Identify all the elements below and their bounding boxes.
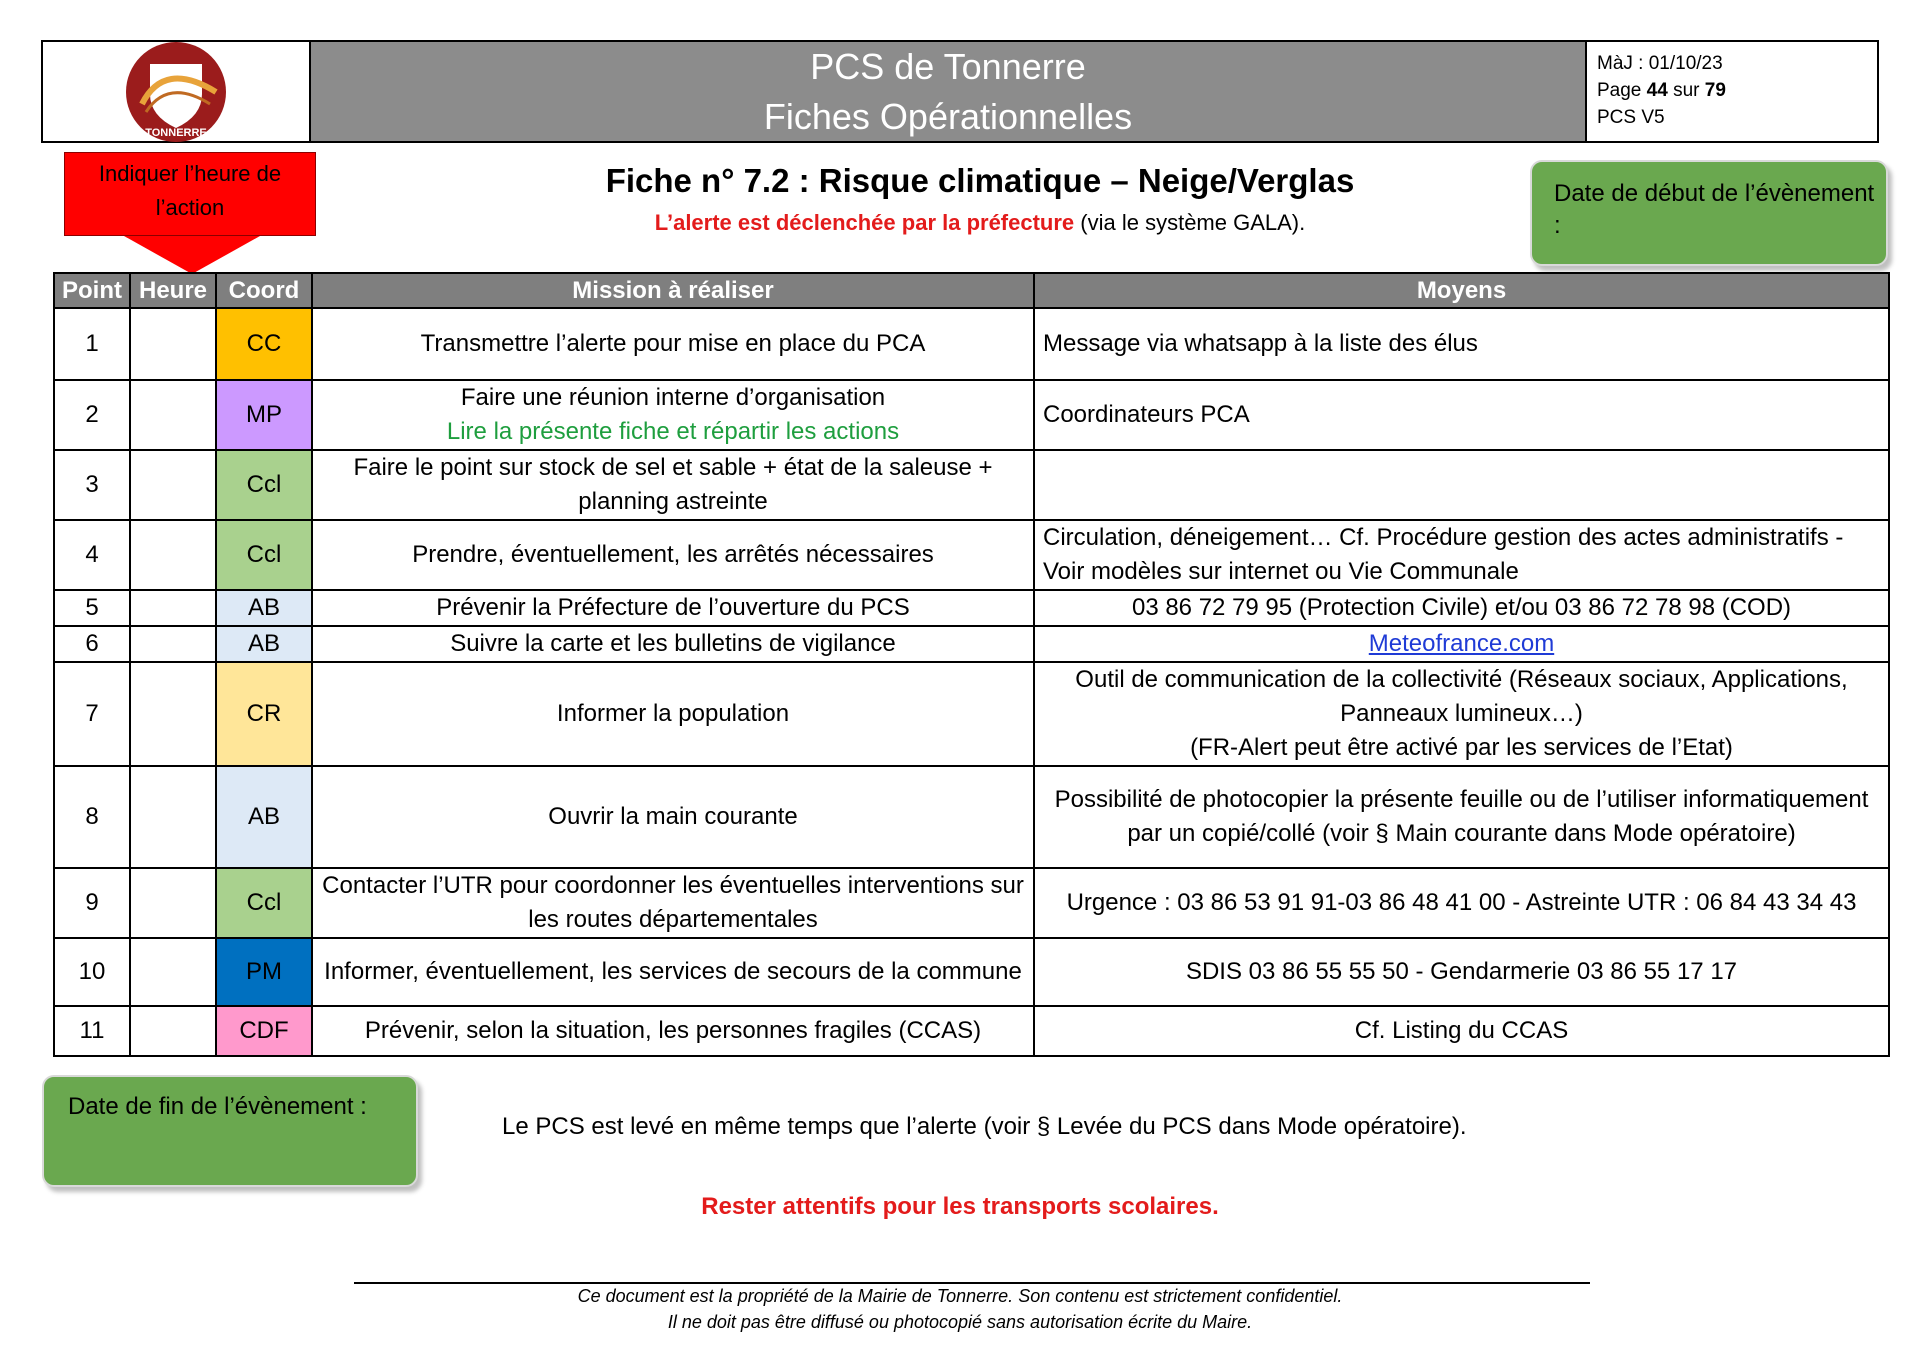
moyens-text-2: (FR-Alert peut être activé par les services de l’Etat)	[1190, 734, 1733, 761]
col-header-moyens: Moyens	[1034, 273, 1889, 308]
page-current: 44	[1646, 80, 1668, 101]
mission-cell: Prévenir la Préfecture de l’ouverture du PCS	[312, 590, 1034, 626]
moyens-cell	[1034, 626, 1889, 662]
point-cell: 1	[54, 308, 130, 380]
header-title-block	[311, 42, 1585, 141]
fiche-title: Fiche n° 7.2 : Risque climatique – Neige/Verglas	[605, 162, 1355, 199]
coord-cell: AB	[216, 590, 312, 626]
header-title-line1: PCS de Tonnerre	[810, 45, 1086, 87]
table-row	[54, 308, 1889, 380]
heure-cell[interactable]	[130, 308, 216, 380]
point-cell: 5	[54, 590, 130, 626]
pcs-levee-text: Le PCS est levé en même temps que l’alerte (voir § Levée du PCS dans Mode opératoire).	[502, 1113, 1467, 1140]
fiche-subtitle: L’alerte est déclenchée par la préfecture (via le système GALA).	[654, 210, 1306, 235]
heure-cell[interactable]	[130, 766, 216, 868]
col-header-mission: Mission à réaliser	[312, 273, 1034, 308]
coord-cell: Ccl	[216, 520, 312, 590]
moyens-cell: Message via whatsapp à la liste des élus	[1034, 308, 1889, 380]
page-counter: Page 44 sur 79	[1597, 80, 1726, 101]
alert-source: L’alerte est déclenchée par la préfecture	[654, 210, 1075, 235]
actions-table	[53, 272, 1890, 1057]
point-cell: 11	[54, 1006, 130, 1056]
moyens-cell: Possibilité de photocopier la présente feuille ou de l’utiliser informatiquement par un copié/collé (voir § Main courante dans Mode opératoire)	[1034, 766, 1889, 868]
table-row	[54, 662, 1889, 766]
mission-cell: Transmettre l’alerte pour mise en place du PCA	[312, 308, 1034, 380]
coord-cell: AB	[216, 766, 312, 868]
coord-cell: Ccl	[216, 450, 312, 520]
heure-cell[interactable]	[130, 938, 216, 1006]
table-row	[54, 766, 1889, 868]
mission-green-text: Lire la présente fiche et répartir les actions	[446, 418, 900, 445]
moyens-cell: SDIS 03 86 55 55 50 - Gendarmerie 03 86 55 17 17	[1034, 938, 1889, 1006]
mission-cell: Suivre la carte et les bulletins de vigilance	[312, 626, 1034, 662]
heure-cell[interactable]	[130, 520, 216, 590]
time-callout: Indiquer l’heure de l’action	[64, 152, 316, 236]
pcs-version: PCS V5	[1597, 107, 1665, 128]
table-row	[54, 868, 1889, 938]
tonnerre-logo	[124, 40, 228, 144]
heure-cell[interactable]	[130, 380, 216, 450]
coord-cell: Ccl	[216, 868, 312, 938]
point-cell: 6	[54, 626, 130, 662]
moyens-text: Outil de communication de la collectivité (Réseaux sociaux, Applications, Panneaux lumineux…)	[1075, 666, 1848, 727]
coord-cell: AB	[216, 626, 312, 662]
table-row	[54, 1006, 1889, 1056]
col-header-coord: Coord	[216, 273, 312, 308]
coord-cell: PM	[216, 938, 312, 1006]
moyens-cell: Cf. Listing du CCAS	[1034, 1006, 1889, 1056]
mission-cell: Contacter l’UTR pour coordonner les éventuelles interventions sur les routes départementales	[312, 868, 1034, 938]
point-cell: 3	[54, 450, 130, 520]
coord-cell: CR	[216, 662, 312, 766]
header-meta	[1585, 42, 1877, 141]
down-arrow-icon	[124, 236, 260, 274]
point-cell: 9	[54, 868, 130, 938]
table-row	[54, 938, 1889, 1006]
point-cell: 7	[54, 662, 130, 766]
coord-cell: MP	[216, 380, 312, 450]
point-cell: 2	[54, 380, 130, 450]
heure-cell[interactable]	[130, 626, 216, 662]
heure-cell[interactable]	[130, 868, 216, 938]
coord-cell: CC	[216, 308, 312, 380]
mission-cell: Faire le point sur stock de sel et sable + état de la saleuse + planning astreinte	[312, 450, 1034, 520]
footer-line1: Ce document est la propriété de la Mairie de Tonnerre. Son contenu est strictement confidentiel.	[577, 1286, 1343, 1306]
logo-cell	[43, 42, 311, 141]
heure-cell[interactable]	[130, 450, 216, 520]
document-header	[41, 40, 1879, 143]
mission-text: Faire une réunion interne d’organisation	[460, 384, 886, 411]
point-cell: 4	[54, 520, 130, 590]
moyens-cell	[1034, 450, 1889, 520]
point-cell: 10	[54, 938, 130, 1006]
moyens-cell	[1034, 662, 1889, 766]
footer-line2: Il ne doit pas être diffusé ou photocopié sans autorisation écrite du Maire.	[667, 1312, 1253, 1332]
table-row	[54, 450, 1889, 520]
footer-divider	[354, 1282, 1590, 1284]
moyens-cell: Circulation, déneigement… Cf. Procédure gestion des actes administratifs - Voir modèles sur internet ou Vie Communale	[1034, 520, 1889, 590]
coord-cell: CDF	[216, 1006, 312, 1056]
meteofrance-link[interactable]: Meteofrance.com	[1368, 630, 1555, 657]
page-total: 79	[1704, 80, 1726, 101]
heure-cell[interactable]	[130, 590, 216, 626]
table-row	[54, 380, 1889, 450]
moyens-cell: Coordinateurs PCA	[1034, 380, 1889, 450]
table-row	[54, 626, 1889, 662]
school-transport-warning: Rester attentifs pour les transports scolaires.	[701, 1193, 1219, 1220]
mission-cell	[312, 380, 1034, 450]
heure-cell[interactable]	[130, 662, 216, 766]
moyens-cell: Urgence : 03 86 53 91 91-03 86 48 41 00 - Astreinte UTR : 06 84 43 34 43	[1034, 868, 1889, 938]
start-date-box[interactable]: Date de début de l’évènement :	[1530, 160, 1888, 266]
mission-cell: Prévenir, selon la situation, les personnes fragiles (CCAS)	[312, 1006, 1034, 1056]
mission-cell: Informer la population	[312, 662, 1034, 766]
mission-cell: Ouvrir la main courante	[312, 766, 1034, 868]
table-header-row	[54, 273, 1889, 308]
heure-cell[interactable]	[130, 1006, 216, 1056]
header-title-line2: Fiches Opérationnelles	[763, 95, 1133, 137]
table-row	[54, 590, 1889, 626]
moyens-cell: 03 86 72 79 95 (Protection Civile) et/ou 03 86 72 78 98 (COD)	[1034, 590, 1889, 626]
point-cell: 8	[54, 766, 130, 868]
mission-cell: Informer, éventuellement, les services de secours de la commune	[312, 938, 1034, 1006]
table-row	[54, 520, 1889, 590]
update-date: MàJ : 01/10/23	[1597, 53, 1723, 74]
end-date-box[interactable]: Date de fin de l’évènement :	[42, 1075, 418, 1187]
col-header-point: Point	[54, 273, 130, 308]
logo-text: TONNERRE	[145, 126, 207, 139]
col-header-heure: Heure	[130, 273, 216, 308]
mission-cell: Prendre, éventuellement, les arrêtés nécessaires	[312, 520, 1034, 590]
